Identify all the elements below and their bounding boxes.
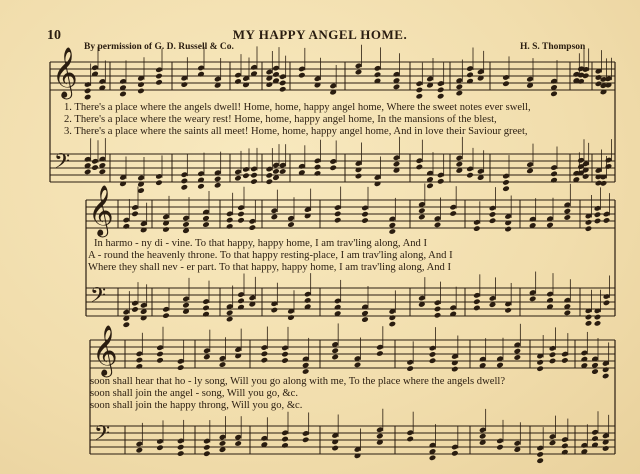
bass-note xyxy=(181,178,189,185)
bass-note xyxy=(479,433,487,440)
bass-note xyxy=(136,447,144,454)
bass-note xyxy=(177,450,185,457)
melody-note xyxy=(119,91,127,98)
bass-note xyxy=(585,314,593,321)
lyric-line: Where they shall nev - er part. To that happy, happy home, I am trav'ling along, And I xyxy=(88,262,452,273)
bass-note xyxy=(434,306,442,313)
melody-note xyxy=(603,217,611,224)
melody-note xyxy=(466,72,474,79)
melody-note xyxy=(271,214,279,221)
melody-note xyxy=(602,373,610,380)
melody-note xyxy=(302,368,310,375)
bass-note xyxy=(502,185,510,192)
bass-note xyxy=(197,183,205,190)
melody-note xyxy=(502,80,510,87)
bass-note xyxy=(451,450,459,457)
bass-note xyxy=(473,305,481,312)
melody-note xyxy=(550,91,558,98)
melody-note xyxy=(131,211,139,218)
melody-note xyxy=(564,214,572,221)
bass-note xyxy=(271,307,279,314)
melody-note xyxy=(449,210,457,217)
bass-note xyxy=(594,320,602,327)
bass-note xyxy=(389,321,397,328)
melody-note xyxy=(437,87,445,94)
bass-note xyxy=(266,172,274,179)
bass-note xyxy=(585,320,593,327)
bass-note xyxy=(529,296,537,303)
bass-clef-icon: 𝄢 xyxy=(94,421,111,451)
melody-note xyxy=(181,81,189,88)
bass-note xyxy=(202,311,210,318)
bass-note xyxy=(237,298,245,305)
melody-note xyxy=(334,211,342,218)
melody-note xyxy=(281,357,289,364)
melody-note xyxy=(84,88,92,95)
melody-note xyxy=(418,214,426,221)
melody-note xyxy=(123,223,131,230)
melody-note xyxy=(266,81,274,88)
melody-note xyxy=(451,360,459,367)
melody-note xyxy=(136,363,144,370)
melody-note xyxy=(536,365,544,372)
bass-note xyxy=(355,167,363,174)
bass-note xyxy=(502,179,510,186)
melody-note xyxy=(581,356,589,363)
melody-note xyxy=(514,348,522,355)
bass-note xyxy=(181,184,189,191)
melody-note xyxy=(549,351,557,358)
melody-note xyxy=(437,93,445,100)
melody-note xyxy=(451,366,459,373)
bass-note xyxy=(526,168,534,175)
lyric-line: 2. There's a place where the weary rest! Home, home, happy angel home, In the mansions of the blest, xyxy=(64,114,497,125)
melody-note xyxy=(197,71,205,78)
melody-note xyxy=(536,359,544,366)
bass-note xyxy=(314,164,322,171)
bass-note xyxy=(314,170,322,177)
bass-note xyxy=(250,172,258,179)
melody-note xyxy=(489,217,497,224)
bass-note xyxy=(131,306,139,313)
melody-note xyxy=(416,93,424,100)
bass-note xyxy=(123,321,131,328)
melody-note xyxy=(155,79,163,86)
melody-note xyxy=(354,362,362,369)
bass-note xyxy=(564,310,572,317)
melody-note xyxy=(546,222,554,229)
bass-note xyxy=(156,444,164,451)
bass-note xyxy=(281,442,289,449)
melody-note xyxy=(84,94,92,101)
bass-note xyxy=(226,310,234,317)
melody-note xyxy=(456,84,464,91)
melody-note xyxy=(155,73,163,80)
melody-note xyxy=(234,78,242,85)
melody-note xyxy=(281,351,289,358)
melody-note xyxy=(594,218,602,225)
melody-note xyxy=(261,351,269,358)
melody-note xyxy=(591,362,599,369)
bass-note xyxy=(473,298,481,305)
bass-note xyxy=(600,180,608,187)
melody-note xyxy=(242,82,250,89)
bass-note xyxy=(374,181,382,188)
bass-note xyxy=(504,307,512,314)
lyric-line: soon shall join the angel - song, Will you go, &c. xyxy=(90,388,298,399)
bass-note xyxy=(605,163,613,170)
bass-note xyxy=(426,183,434,190)
melody-note xyxy=(203,354,211,361)
melody-note xyxy=(279,86,287,93)
bass-note xyxy=(406,436,414,443)
melody-note xyxy=(389,228,397,235)
melody-note xyxy=(602,366,610,373)
bass-note xyxy=(155,179,163,186)
melody-note xyxy=(361,211,369,218)
melody-note xyxy=(564,208,572,215)
melody-note xyxy=(226,217,234,224)
bass-note xyxy=(354,453,362,460)
bass-note xyxy=(334,304,342,311)
melody-note xyxy=(137,88,145,95)
melody-note xyxy=(298,72,306,79)
lyric-line: soon shall join the happy throng, Will you go, &c. xyxy=(90,400,303,411)
bass-note xyxy=(546,297,554,304)
bass-note xyxy=(591,435,599,442)
melody-note xyxy=(361,217,369,224)
melody-note xyxy=(287,221,295,228)
bass-note xyxy=(393,161,401,168)
bass-note xyxy=(550,171,558,178)
bass-note xyxy=(536,457,544,464)
melody-note xyxy=(162,226,170,233)
melody-note xyxy=(429,351,437,358)
bass-note xyxy=(429,455,437,462)
melody-note xyxy=(355,69,363,76)
bass-note xyxy=(594,314,602,321)
bass-note xyxy=(376,433,384,440)
melody-note xyxy=(249,224,257,231)
melody-note xyxy=(418,207,426,214)
bass-note xyxy=(234,175,242,182)
melody-note xyxy=(393,84,401,91)
bass-note xyxy=(416,164,424,171)
bass-note xyxy=(434,312,442,319)
bass-note xyxy=(287,314,295,321)
melody-note xyxy=(226,223,234,230)
bass-clef-icon: 𝄢 xyxy=(90,283,107,313)
bass-note xyxy=(496,444,504,451)
melody-note xyxy=(334,217,342,224)
melody-note xyxy=(237,217,245,224)
melody-note xyxy=(429,357,437,364)
bass-note xyxy=(177,444,185,451)
bass-note xyxy=(119,181,127,188)
treble-clef-icon: 𝄞 xyxy=(52,48,78,99)
treble-clef-icon: 𝄞 xyxy=(92,326,118,377)
melody-note xyxy=(237,211,245,218)
bass-note xyxy=(361,316,369,323)
bass-note xyxy=(304,297,312,304)
bass-note xyxy=(250,178,258,185)
melody-note xyxy=(302,362,310,369)
bass-note xyxy=(361,310,369,317)
bass-note xyxy=(272,168,280,175)
bass-note xyxy=(329,165,337,172)
melody-note xyxy=(561,357,569,364)
bass-note xyxy=(182,302,190,309)
melody-note xyxy=(585,219,593,226)
melody-note xyxy=(504,226,512,233)
bass-note xyxy=(437,178,445,185)
melody-note xyxy=(514,354,522,361)
composer-credit: H. S. Thompson xyxy=(520,42,586,52)
melody-note xyxy=(416,87,424,94)
bass-note xyxy=(234,440,242,447)
song-title: MY HAPPY ANGEL HOME. xyxy=(232,27,408,42)
bass-note xyxy=(561,443,569,450)
melody-note xyxy=(591,368,599,375)
bass-note xyxy=(549,440,557,447)
melody-note xyxy=(496,362,504,369)
bass-note xyxy=(202,305,210,312)
permission-credit: By permission of G. D. Russell & Co. xyxy=(84,42,234,52)
lyric-line: In harmo - ny di - vine. To that happy, happy home, I am trav'ling along, And I xyxy=(94,238,428,249)
melody-note xyxy=(219,361,227,368)
melody-note xyxy=(489,211,497,218)
bass-note xyxy=(99,168,107,175)
bass-note xyxy=(162,312,170,319)
melody-note xyxy=(406,365,414,372)
bass-note xyxy=(536,451,544,458)
bass-note xyxy=(603,300,611,307)
bass-note xyxy=(226,316,234,323)
melody-note xyxy=(549,358,557,365)
melody-note xyxy=(374,71,382,78)
bass-note xyxy=(331,445,339,452)
melody-note xyxy=(272,71,280,78)
melody-note xyxy=(585,225,593,232)
bass-note xyxy=(214,182,222,189)
melody-note xyxy=(202,221,210,228)
melody-note xyxy=(473,225,481,232)
bass-note xyxy=(281,436,289,443)
bass-note xyxy=(84,169,92,176)
bass-note xyxy=(602,445,610,452)
lyric-line: 3. There's a place where the saints all meet! Home, home, happy angel home, And in love their Saviour greet, xyxy=(64,126,528,137)
bass-note xyxy=(389,314,397,321)
melody-note xyxy=(137,81,145,88)
melody-note xyxy=(389,222,397,229)
lyric-line: 1. There's a place where the angels dwell! Home, home, happy angel home, Where the sweet notes ever swell, xyxy=(64,102,531,113)
melody-note xyxy=(456,90,464,97)
bass-note xyxy=(456,161,464,168)
bass-note xyxy=(302,437,310,444)
melody-note xyxy=(279,80,287,87)
melody-note xyxy=(331,354,339,361)
lyric-line: soon shall hear that ho - ly song, Will you go along with me, To the place where the angels dwell? xyxy=(90,376,506,387)
bass-note xyxy=(331,439,339,446)
page-number: 10 xyxy=(47,28,61,43)
melody-note xyxy=(136,357,144,364)
bass-note xyxy=(91,164,99,171)
melody-note xyxy=(331,347,339,354)
melody-note xyxy=(156,357,164,364)
bass-note xyxy=(203,450,211,457)
bass-note xyxy=(279,168,287,175)
melody-note xyxy=(261,357,269,364)
melody-note xyxy=(434,222,442,229)
melody-note xyxy=(594,211,602,218)
bass-note xyxy=(466,172,474,179)
bass-note xyxy=(242,172,250,179)
bass-note xyxy=(203,444,211,451)
melody-note xyxy=(156,351,164,358)
bass-note xyxy=(219,440,227,447)
melody-note xyxy=(182,221,190,228)
bass-note xyxy=(355,173,363,180)
bass-clef-icon: 𝄢 xyxy=(54,149,71,179)
melody-note xyxy=(376,350,384,357)
melody-note xyxy=(504,220,512,227)
bass-note xyxy=(266,178,274,185)
treble-clef-icon: 𝄞 xyxy=(88,186,114,237)
lyric-line: A - round the heavenly throne. To that happy resting-place, I am trav'ling along, And I xyxy=(88,250,453,261)
melody-note xyxy=(177,364,185,371)
bass-note xyxy=(214,176,222,183)
